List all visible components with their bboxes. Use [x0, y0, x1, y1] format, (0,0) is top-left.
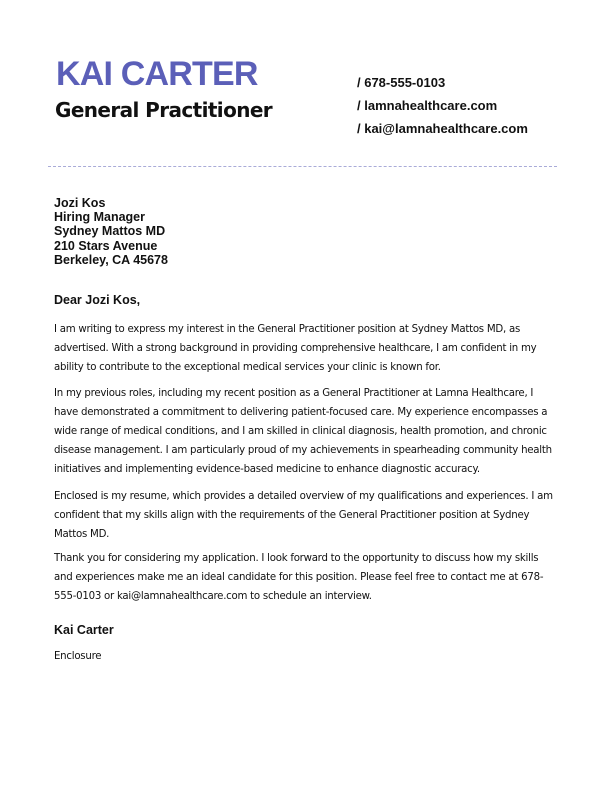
body-paragraph-4: Thank you for considering my application. I look forward to the opportunity to discuss how my skills and experiences make me an ideal candidate for this position. Please feel free to contact me at 678-555-0103 or kai@lamnahealthcare.com to schedule an interview. — [54, 553, 544, 602]
recipient-company: Sydney Mattos MD — [54, 224, 166, 239]
applicant-name: KAI CARTER — [56, 55, 258, 93]
contact-phone: / 678-555-0103 — [357, 75, 446, 90]
enclosure-note: Enclosure — [54, 651, 102, 662]
body-paragraph-1: I am writing to express my interest in the General Practitioner position at Sydney Mattos MD, as advertised. With a strong background in providing comprehensive healthcare, I am confident in my ability to contribute to the exceptional medical services your clinic is known for. — [54, 324, 537, 373]
salutation: Dear Jozi Kos, — [54, 293, 141, 307]
contact-email: / kai@lamnahealthcare.com — [357, 121, 528, 136]
job-title: General Practitioner — [55, 98, 273, 122]
body-paragraph-2: In my previous roles, including my recent position as a General Practitioner at Lamna Healthcare, I have demonstrated a commitment to delivering patient-focused care. My experience encompasses a wide range of medical conditions, and I am skilled in clinical diagnosis, health promotion, and chronic disease management. I am particularly proud of my achievements in spearheading community health initiatives and implementing evidence-based medicine to enhance diagnostic accuracy. — [54, 388, 552, 475]
body-paragraph-3: Enclosed is my resume, which provides a detailed overview of my qualifications and experiences. I am confident that my skills align with the requirements of the General Practitioner position at Sydney Mattos MD. — [54, 491, 553, 540]
recipient-city: Berkeley, CA 45678 — [54, 252, 168, 267]
signature-name: Kai Carter — [54, 623, 114, 637]
header-divider — [48, 166, 557, 167]
contact-website: / lamnahealthcare.com — [357, 98, 498, 113]
recipient-name: Jozi Kos — [54, 196, 106, 210]
contact-info — [357, 73, 528, 142]
recipient-address — [54, 196, 168, 267]
recipient-title: Hiring Manager — [54, 210, 145, 225]
recipient-street: 210 Stars Avenue — [54, 238, 158, 253]
